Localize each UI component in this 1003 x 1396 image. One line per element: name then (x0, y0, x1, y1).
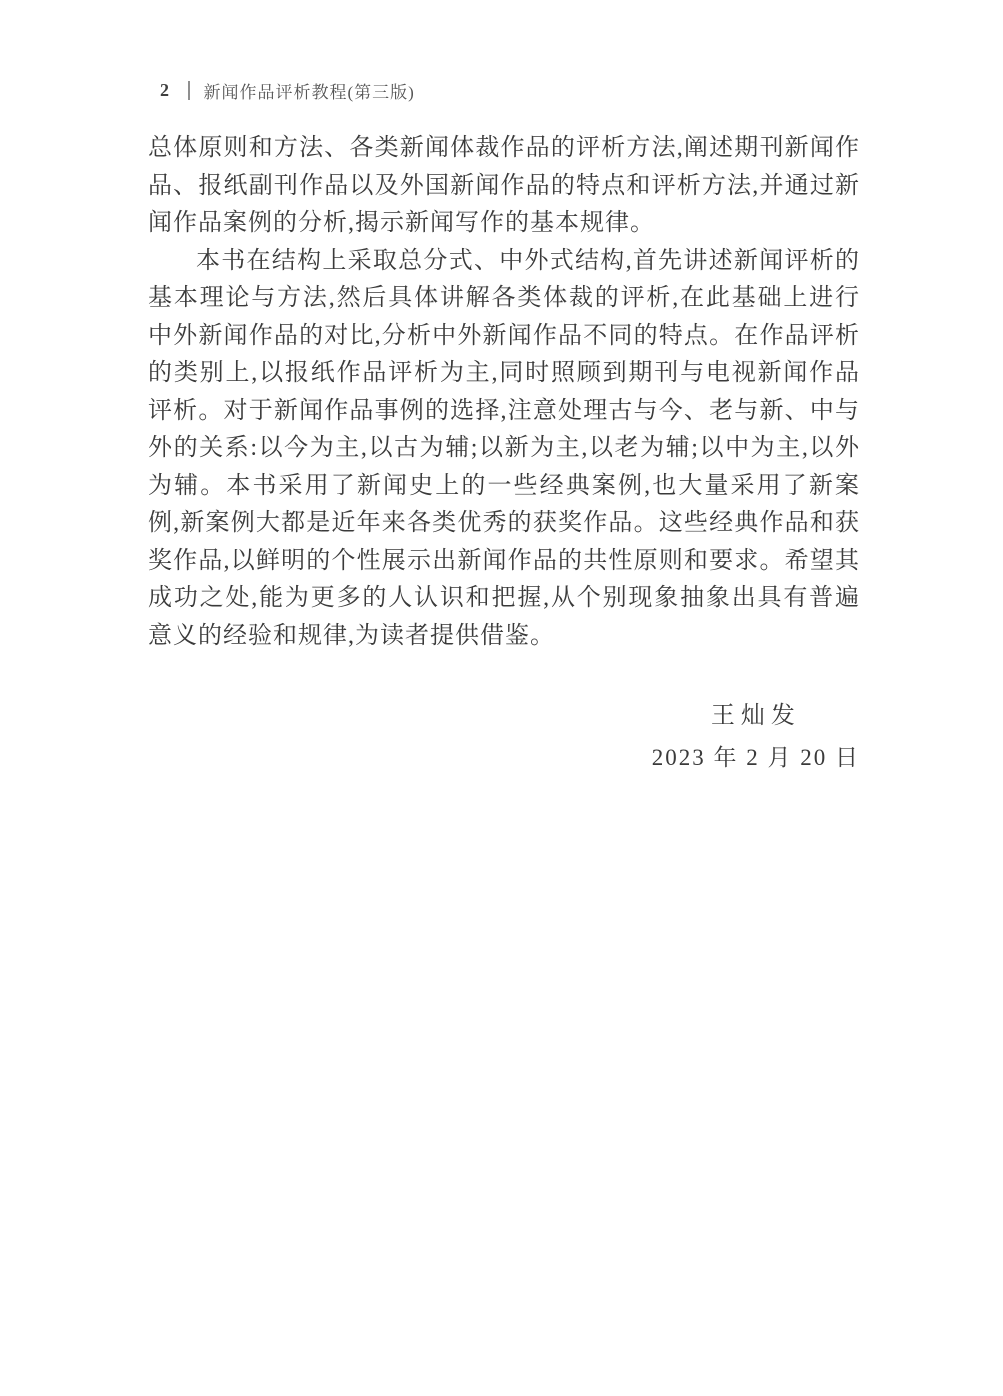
header-divider (188, 81, 190, 100)
body-text (148, 130, 860, 779)
paragraph-continuation: 总体原则和方法、各类新闻体裁作品的评析方法,阐述期刊新闻作品、报纸副刊作品以及外国新闻作品的特点和评析方法,并通过新闻作品案例的分析,揭示新闻写作的基本规律。 (148, 135, 860, 236)
paragraph-structure-overview: 本书在结构上采取总分式、中外式结构,首先讲述新闻评析的基本理论与方法,然后具体讲解各类体裁的评析,在此基础上进行中外新闻作品的对比,分析中外新闻作品不同的特点。在作品评析的类别上,以报纸作品评析为主,同时照顾到期刊与电视新闻作品评析。对于新闻作品事例的选择,注意处理古与今、老与新、中与外的关系:以今为主,以古为辅;以新为主,以老为辅;以中为主,以外为辅。本书采用了新闻史上的一些经典案例,也大量采用了新案例,新案例大都是近年来各类优秀的获奖作品。这些经典作品和获奖作品,以鲜明的个性展示出新闻作品的共性原则和要求。希望其成功之处,能为更多的人认识和把握,从个别现象抽象出具有普遍意义的经验和规律,为读者提供借鉴。 (148, 247, 860, 649)
author-name: 王灿发 (710, 703, 801, 729)
signature-block (652, 695, 860, 779)
signature-date: 2023 年 2 月 20 日 (651, 745, 860, 770)
page-number: 2 (160, 80, 170, 100)
page-header (160, 78, 415, 103)
running-title: 新闻作品评析教程(第三版) (203, 83, 415, 102)
